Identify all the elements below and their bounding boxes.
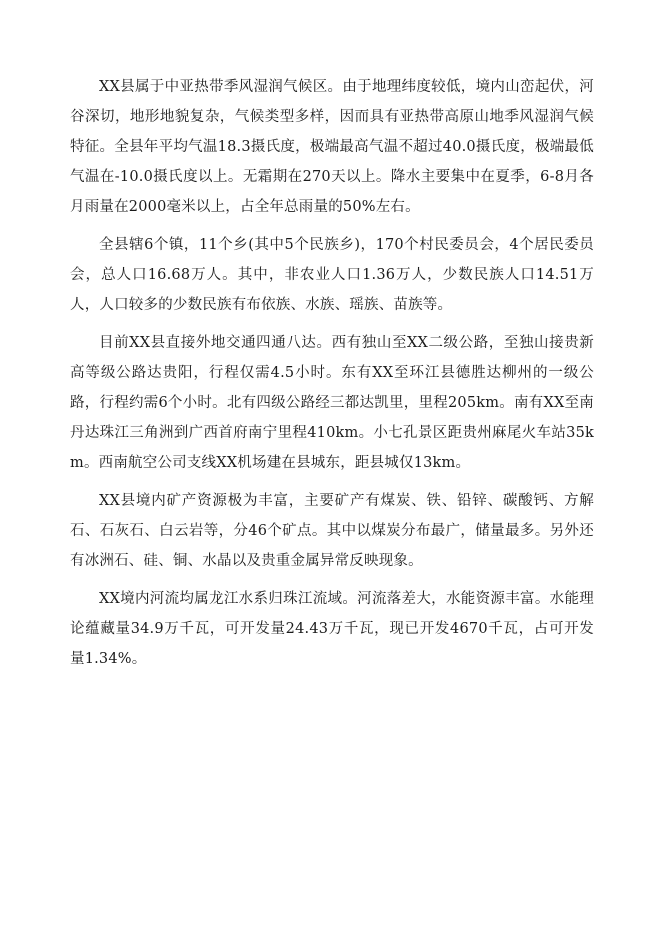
paragraph-transport: 目前XX县直接外地交通四通八达。西有独山至XX二级公路，至独山接贵新高等级公路达贵阳，行程仅需4.5小时。东有XX至环江县德胜达柳州的一级公路，行程约需6个小时。北有四级公路经三都达凯里，里程205km。南有XX至南丹达珠江三角洲到广西首府南宁里程410km。小七孔景区距贵州麻尾火车站35km。西南航空公司支线XX机场建在县城东，距县城仅13km。	[70, 335, 594, 471]
paragraph-climate: XX县属于中亚热带季风湿润气候区。由于地理纬度较低，境内山峦起伏，河谷深切，地形地貌复杂，气候类型多样，因而具有亚热带高原山地季风湿润气候特征。全县年平均气温18.3摄氏度，极端最高气温不超过40.0摄氏度，极端最低气温在-10.0摄氏度以上。无霜期在270天以上。降水主要集中在夏季，6-8月各月雨量在2000毫米以上，占全年总雨量的50%左右。	[70, 79, 594, 215]
paragraph-administration: 全县辖6个镇，11个乡(其中5个民族乡)，170个村民委员会，4个居民委员会，总人口16.68万人。其中，非农业人口1.36万人，少数民族人口14.51万人，人口较多的少数民族有布依族、水族、瑶族、苗族等。	[70, 237, 594, 313]
paragraph-minerals: XX县境内矿产资源极为丰富，主要矿产有煤炭、铁、铅锌、碳酸钙、方解石、石灰石、白云岩等，分46个矿点。其中以煤炭分布最广，储量最多。另外还有冰洲石、硅、铜、水晶以及贵重金属异常反映现象。	[70, 493, 594, 569]
paragraph-hydropower: XX境内河流均属龙江水系归珠江流域。河流落差大，水能资源丰富。水能理论蕴藏量34.9万千瓦，可开发量24.43万千瓦，现已开发4670千瓦，占可开发量1.34%。	[70, 591, 594, 667]
document-body	[70, 72, 594, 682]
